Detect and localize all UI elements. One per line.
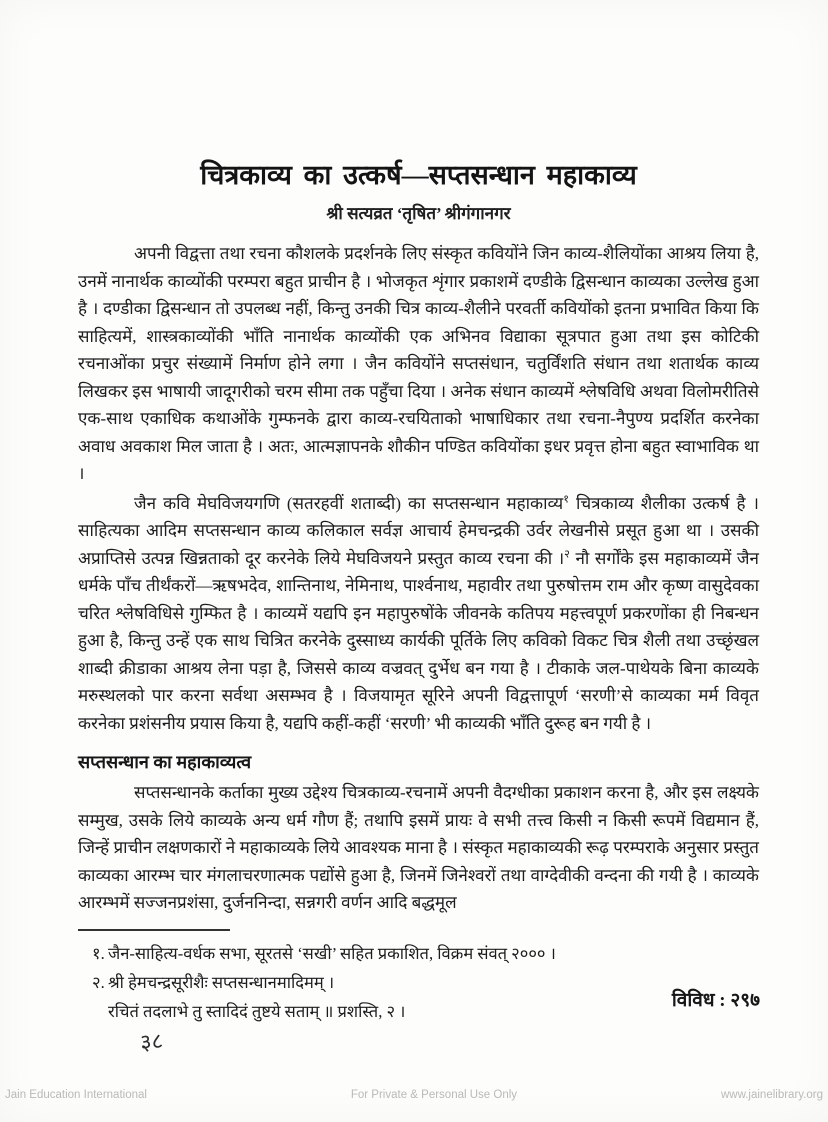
footnote-text <box>108 968 759 1026</box>
footnote-reference: २ <box>564 547 570 560</box>
paragraph <box>78 240 759 488</box>
footnote-marker: २. <box>92 972 105 992</box>
footnote-separator <box>78 929 230 931</box>
paragraph-text: नौ सर्गोंके इस महाकाव्यमें जैन धर्मके पाँच तीर्थंकरों—ऋषभदेव, शान्तिनाथ, नेमिनाथ, पार्श्वनाथ, महावीर तथा पुरुषोत्तम राम और कृष्ण वासुदेवका चरित श्लेषविधिसे गुम्फित है । काव्यमें यद्यपि इन महापुरुषोंके जीवनके कतिपय महत्त्वपूर्ण प्रकरणोंका ही निबन्धन हुआ है, किन्तु उन्हें एक साथ चित्रित करनेके दुस्साध्य कार्यकी पूर्तिके लिए कविको विकट चित्र शैली तथा उच्छृंखल शाब्दी क्रीडाका आश्रय लेना पड़ा है, जिससे काव्य वज्रवत् दुर्भेध बन गया है । टीकाके जल-पाथेयके बिना काव्यके मरुस्थलको पार करना सर्वथा असम्भव है । विजयामृत सूरिने अपनी विद्वत्तापूर्ण ‘सरणी’से काव्यका मर्म विवृत करनेका प्रशंसनीय प्रयास किया है, यद्यपि कहीं-कहीं ‘सरणी’ भी काव्यकी भाँति दुरूह बन गयी है । <box>78 548 759 733</box>
footnote-line: श्री हेमचन्द्रसूरीशैः सप्तसन्धानमादिमम् । <box>108 972 335 992</box>
footer-left-text: Jain Education International <box>5 1089 147 1101</box>
paragraph-text: जैन कवि मेघविजयगणि (सतरहवीं शताब्दी) का सप्तसन्धान महाकाव्य <box>134 493 564 513</box>
paragraph <box>78 779 759 917</box>
paragraph-text: सप्तसन्धानके कर्ताका मुख्य उद्देश्य चित्रकाव्य-रचनामें अपनी वैदग्धीका प्रकाशन करना है, और इस लक्ष्यके सम्मुख, उसके लिये काव्यके अन्य धर्म गौण हैं; तथापि इसमें प्रायः वे सभी तत्त्व किसी न किसी रूपमें विद्यमान हैं, जिन्हें प्राचीन लक्षणकारों ने महाकाव्यके लिये आवश्यक माना है । संस्कृत महाकाव्यकी रूढ़ परम्पराके अनुसार प्रस्तुत काव्यका आरम्भ चार मंगलाचरणात्मक पद्योंसे हुआ है, जिनमें जिनेश्वरों तथा वाग्देवीकी वन्दना की गयी है । काव्यके आरम्भमें सज्जनप्रशंसा, दुर्जननिन्दा, सन्नगरी वर्णन आदि बद्धमूल <box>78 783 759 912</box>
footer-site-url: www.jainelibrary.org <box>720 1089 823 1101</box>
footer-center-text: For Private & Personal Use Only <box>350 1089 518 1101</box>
page-title: चित्रकाव्य का उत्कर्ष—सप्तसन्धान महाकाव्य <box>200 160 637 190</box>
footnote-reference: १ <box>563 492 569 505</box>
section-paragraphs <box>78 779 759 917</box>
footnotes <box>78 939 759 1026</box>
paragraph <box>78 490 759 738</box>
author-line: श्री सत्यव्रत ‘तृषित’ श्रीगंगानगर <box>326 204 511 223</box>
paragraph-text: अपनी विद्वत्ता तथा रचना कौशलके प्रदर्शनके लिए संस्कृत कवियोंने जिन काव्य-शैलियोंका आश्रय लिया है, उनमें नानार्थक काव्योंकी परम्परा बहुत प्राचीन है । भोजकृत शृंगार प्रकाशमें दण्डीके द्विसन्धान काव्यका उल्लेख हुआ है । दण्डीका द्विसन्धान तो उपलब्ध नहीं, किन्तु उनकी चित्र काव्य-शैलीने परवर्ती कवियोंको इतना प्रभावित किया कि साहित्यमें, शास्त्रकाव्योंकी भाँति नानार्थक काव्योंकी एक अभिनव विद्याका सूत्रपात हुआ तथा इस कोटिकी रचनाओंका प्रचुर संख्यामें निर्माण होने लगा । जैन कवियोंने सप्तसंधान, चतुर्विंशति संधान तथा शतार्थक काव्य लिखकर इस भाषायी जादूगरीको चरम सीमा तक पहुँचा दिया । अनेक संधान काव्यमें श्लेषविधि अथवा विलोमरीतिसे एक-साथ एकाधिक कथाओंके गुम्फनके द्वारा काव्य-रचयिताको भाषाधिकार तथा रचना-नैपुण्य प्रदर्शित करनेका अवाध अवकाश मिल जाता है । अतः, आत्मज्ञापनके शौकीन पण्डित कवियोंका इधर प्रवृत्त होना बहुत स्वाभाविक था । <box>78 244 759 483</box>
paragraph-text: चित्रकाव्य शैलीका उत्कर्ष है । साहित्यका आदिम सप्तसन्धान काव्य कलिकाल सर्वज्ञ आचार्य हेमचन्द्रकी उर्वर लेखनीसे प्रसूत हुआ था । उसकी अप्राप्तिसे उत्पन्न खिन्नताको दूर करनेके लिये मेघविजयने प्रस्तुत काव्य रचना की । <box>78 493 760 568</box>
footnote-line: रचितं तदलाभे तु स्तादिदं तुष्टये सताम् ॥ प्रशस्ति, २ । <box>108 1001 406 1021</box>
section-heading: सप्तसन्धान का महाकाव्यत्व <box>78 752 252 772</box>
page-marker: विविध : २९७ <box>671 990 760 1011</box>
footnote-item <box>78 939 759 968</box>
scan-footer <box>0 1089 828 1101</box>
handwritten-page-number: ३८ <box>138 1028 165 1057</box>
article-content <box>78 158 759 1026</box>
footnote-item <box>78 968 759 1026</box>
footnote-text <box>108 939 759 968</box>
intro-paragraphs <box>78 240 759 737</box>
footnote-line: जैन-साहित्य-वर्धक सभा, सूरतसे ‘सखी’ सहित प्रकाशित, विक्रम संवत् २००० । <box>108 943 556 963</box>
footnote-marker: १. <box>92 943 105 963</box>
